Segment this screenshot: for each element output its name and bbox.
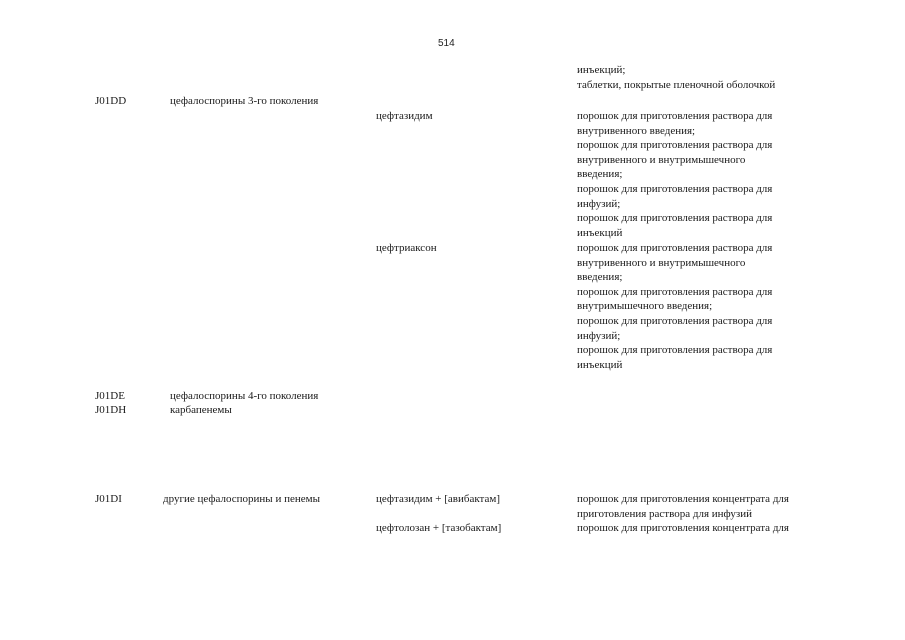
group-code-j01de: J01DE xyxy=(95,390,125,402)
dosage-form-line: инфузий; xyxy=(577,329,621,342)
dosage-form-line: инъекций xyxy=(577,226,623,239)
drug-name-ceftazidime: цефтазидим xyxy=(376,110,433,122)
drug-name-ceftazidime-avibactam: цефтазидим + [авибактам] xyxy=(376,493,500,505)
dosage-form-line: внутривенного введения; xyxy=(577,124,696,137)
dosage-form-line: порошок для приготовления раствора для xyxy=(577,314,773,327)
dosage-form-line: инъекций; xyxy=(577,64,626,76)
dosage-form-line: внутримышечного введения; xyxy=(577,300,713,313)
dosage-form-line: инъекций xyxy=(577,358,623,371)
dosage-form-line: введения; xyxy=(577,168,623,181)
group-code-j01di: J01DI xyxy=(95,493,122,505)
dosage-form-line: порошок для приготовления раствора для xyxy=(577,212,773,225)
drug-name-ceftolozane-tazobactam: цефтолозан + [тазобактам] xyxy=(376,522,502,534)
group-name-j01dh: карбапенемы xyxy=(170,404,232,416)
carryover-forms xyxy=(577,63,775,92)
dosage-forms-ceftriaxone xyxy=(577,241,772,372)
dosage-form-line: порошок для приготовления раствора для xyxy=(577,285,773,298)
dosage-form-line: порошок для приготовления раствора для xyxy=(577,139,773,152)
dosage-form-line: порошок для приготовления концентрата для xyxy=(577,493,789,505)
dosage-form-line: порошок для приготовления раствора для xyxy=(577,110,773,122)
group-code-j01dd: J01DD xyxy=(95,95,127,107)
group-name-j01de: цефалоспорины 4-го поколения xyxy=(170,390,319,402)
dosage-forms-ceftolozane-tazobactam xyxy=(577,521,789,536)
dosage-form-line: приготовления раствора для инфузий xyxy=(577,507,752,520)
dosage-forms-ceftazidime-avibactam xyxy=(577,492,789,521)
dosage-form-line: внутривенного и внутримышечного xyxy=(577,256,746,269)
dosage-form-line: порошок для приготовления концентрата для xyxy=(577,522,789,534)
dosage-forms-ceftazidime xyxy=(577,109,772,240)
dosage-form-line: введения; xyxy=(577,271,623,284)
group-code-j01dh: J01DH xyxy=(95,404,127,416)
group-name-j01di: другие цефалоспорины и пенемы xyxy=(163,493,320,505)
drug-name-ceftriaxone: цефтриаксон xyxy=(376,242,437,254)
page-number: 514 xyxy=(438,38,455,49)
dosage-form-line: внутривенного и внутримышечного xyxy=(577,153,746,166)
dosage-form-line: инфузий; xyxy=(577,197,621,210)
group-name-j01dd: цефалоспорины 3-го поколения xyxy=(170,95,319,107)
dosage-form-line: порошок для приготовления раствора для xyxy=(577,242,773,254)
dosage-form-line: порошок для приготовления раствора для xyxy=(577,344,773,357)
dosage-form-line: таблетки, покрытые пленочной оболочкой xyxy=(577,78,776,91)
dosage-form-line: порошок для приготовления раствора для xyxy=(577,182,773,195)
